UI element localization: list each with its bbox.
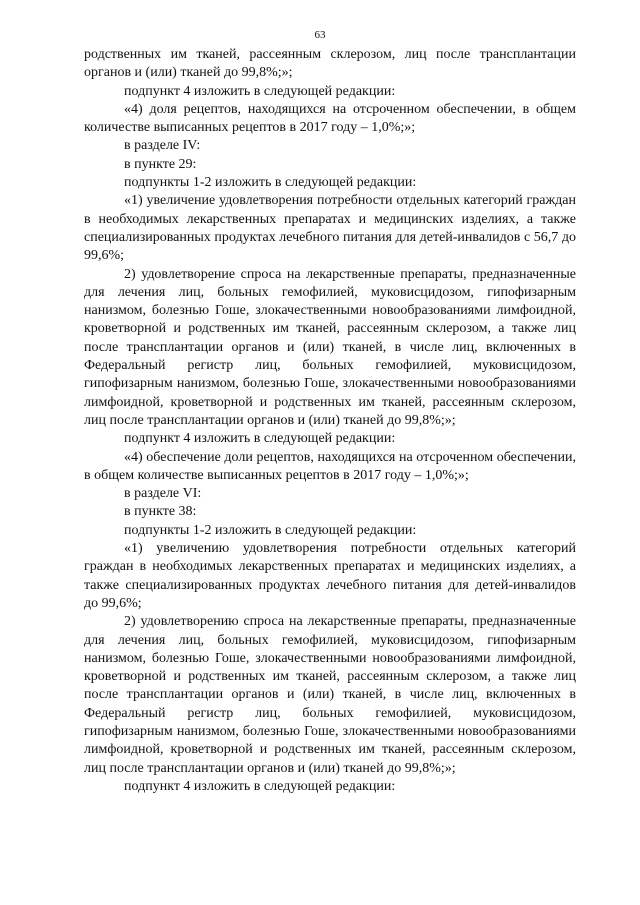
paragraph: подпункт 4 изложить в следующей редакции: xyxy=(124,431,396,447)
paragraph: в пункте 38: xyxy=(124,504,197,520)
paragraph: подпункт 4 изложить в следующей редакции: xyxy=(124,778,396,794)
paragraph: «4) обеспечение доли рецептов, находящихся на отсроченном обеспечении, в общем количестве выписанных рецептов в 2017 году – 1,0%;»; xyxy=(84,449,576,483)
paragraph: в пункте 29: xyxy=(124,156,197,172)
paragraph: «1) увеличению удовлетворения потребности отдельных категорий граждан в необходимых лекарственных препаратах и медицинских изделиях, а также специализированных продуктах лечебного питания для детей-инвалидов до 99,6%; xyxy=(84,541,576,611)
paragraph: в разделе VI: xyxy=(124,486,202,502)
paragraph: 2) удовлетворение спроса на лекарственные препараты, предназначенные для лечения лиц, больных гемофилией, муковисцидозом, гипофизарным нанизмом, болезнью Гоше, злокачественными новообразованиями лимфоидной, кроветворной и родственных им тканей, рассеянным склерозом, а также лиц после трансплантации органов и (или) тканей, в числе лиц, включенных в Федеральный регистр лиц, больных гемофилией, муковисцидозом, гипофизарным нанизмом, болезнью Гоше, злокачественными новообразованиями лимфоидной, кроветворной и родственных им тканей, рассеянным склерозом, лиц после трансплантации органов и (или) тканей до 99,8%;»; xyxy=(84,266,576,428)
paragraph: в разделе IV: xyxy=(124,138,201,154)
paragraph: подпункты 1-2 изложить в следующей редакции: xyxy=(124,175,417,191)
paragraph: родственных им тканей, рассеянным склерозом, лиц после трансплантации органов и (или) тканей до 99,8%;»; xyxy=(84,47,576,81)
page-number: 63 xyxy=(314,29,326,41)
document-body xyxy=(84,46,576,796)
paragraph: «1) увеличение удовлетворения потребности отдельных категорий граждан в необходимых лекарственных препаратах и медицинских изделиях, а также специализированных продуктах лечебного питания для детей-инвалидов с 56,7 до 99,6%; xyxy=(84,193,576,264)
paragraph: подпункт 4 изложить в следующей редакции: xyxy=(124,83,396,99)
paragraph: «4) доля рецептов, находящихся на отсроченном обеспечении, в общем количестве выписанных рецептов в 2017 году – 1,0%;»; xyxy=(84,101,576,136)
paragraph: 2) удовлетворению спроса на лекарственные препараты, предназначенные для лечения лиц, больных гемофилией, муковисцидозом, гипофизарным нанизмом, болезнью Гоше, злокачественными новообразованиями лимфоидной, кроветворной и родственных им тканей, рассеянным склерозом, а также лиц после трансплантации органов и (или) тканей, в числе лиц, включенных в Федеральный регистр лиц, больных гемофилией, муковисцидозом, гипофизарным нанизмом, болезнью Гоше, злокачественными новообразованиями лимфоидной, кроветворной и родственных им тканей, рассеянным склерозом, лиц после трансплантации органов и (или) тканей до 99,8%;»; xyxy=(84,614,576,776)
paragraph: подпункты 1-2 изложить в следующей редакции: xyxy=(124,522,417,538)
